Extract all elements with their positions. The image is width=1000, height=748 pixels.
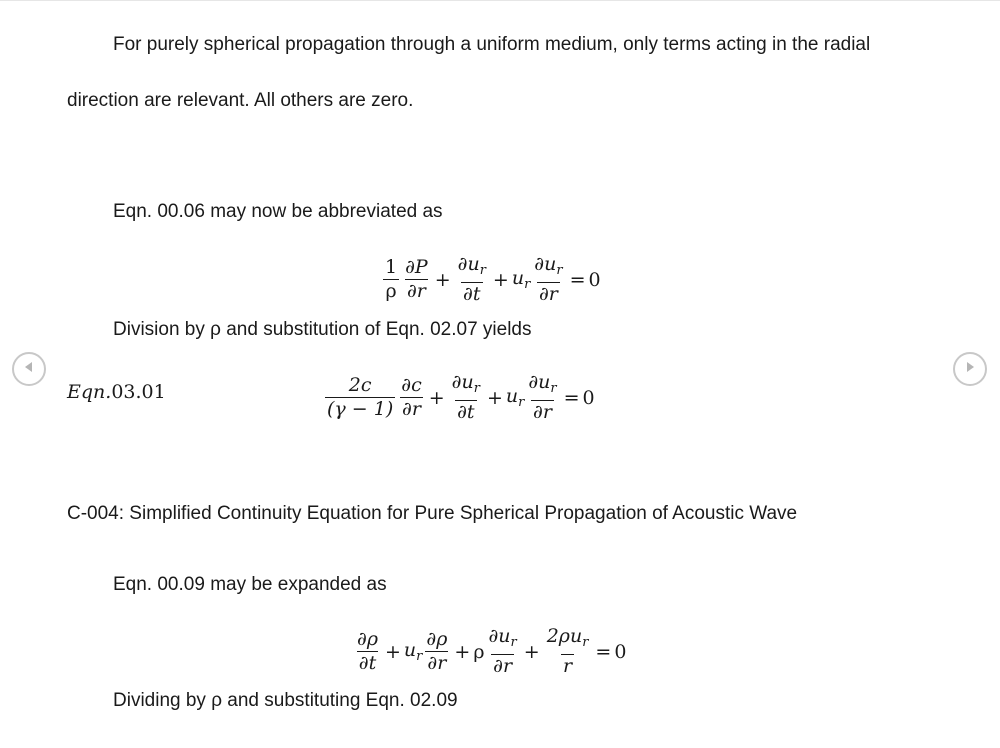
- paragraph-4: Eqn. 00.09 may be expanded as: [113, 574, 387, 595]
- equation-label-text: Eqn.: [67, 381, 112, 403]
- velocity-term: $u_r$: [505, 385, 525, 410]
- plus-sign: +: [492, 268, 509, 291]
- section-heading: C-004: Simplified Continuity Equation for Pure Spherical Propagation of Acoustic Wave: [67, 503, 798, 524]
- numerator-du: $\partial u_r$: [534, 253, 563, 278]
- plus-sign: +: [428, 386, 445, 409]
- denominator-dr: ∂r: [427, 652, 447, 674]
- denominator-dt: ∂t: [463, 283, 481, 305]
- numerator-dP: ∂P: [405, 256, 428, 278]
- chevron-left-icon: [22, 360, 36, 379]
- numerator-drho: ∂ρ: [426, 628, 448, 650]
- denominator-dr: ∂r: [538, 283, 558, 305]
- equation-3: [353, 626, 626, 677]
- numerator-du: $\partial u_r$: [457, 253, 486, 278]
- fraction-2c-gamma: [325, 375, 395, 420]
- previous-page-button[interactable]: [12, 352, 46, 386]
- numerator-2rhou: $2\rho u_r$: [546, 625, 589, 650]
- numerator-dc: ∂c: [401, 374, 422, 396]
- fraction-drho-dr: [424, 629, 449, 674]
- numerator-du: $\partial u_r$: [528, 371, 557, 396]
- zero: 0: [582, 386, 595, 409]
- denominator-dr: ∂r: [493, 655, 513, 677]
- zero: 0: [614, 640, 627, 663]
- denominator-dt: ∂t: [358, 652, 377, 674]
- fraction-dP-dr: [403, 257, 430, 302]
- equals-sign: =: [563, 386, 580, 409]
- denominator-r: r: [563, 655, 573, 677]
- denominator-gamma-minus-1: (γ − 1): [327, 398, 394, 420]
- fraction-1-over-rho: [383, 257, 399, 302]
- fraction-du-dt: [456, 254, 488, 305]
- plus-sign: +: [454, 640, 471, 663]
- fraction-du-dt: [450, 372, 482, 423]
- numerator-one: 1: [385, 256, 398, 278]
- equation-1: [381, 254, 601, 305]
- top-border: [0, 0, 1000, 1]
- paragraph-5: Dividing by ρ and substituting Eqn. 02.09: [113, 690, 458, 711]
- equation-2: [323, 372, 595, 423]
- velocity-term: $u_r$: [403, 639, 423, 664]
- paragraph-1-line-2: direction are relevant. All others are zero.: [67, 90, 414, 111]
- fraction-dc-dr: [399, 375, 423, 420]
- numerator-du: $\partial u_r$: [451, 371, 480, 396]
- paragraph-3: Division by ρ and substitution of Eqn. 02.07 yields: [113, 319, 532, 340]
- next-page-button[interactable]: [953, 352, 987, 386]
- plus-sign: +: [434, 268, 451, 291]
- denominator-rho: ρ: [385, 280, 397, 302]
- fraction-drho-dt: [355, 629, 380, 674]
- equation-label: [67, 381, 166, 403]
- velocity-term: $u_r$: [511, 267, 531, 292]
- numerator-du: $\partial u_r$: [488, 625, 517, 650]
- equals-sign: =: [595, 640, 612, 663]
- zero: 0: [588, 268, 601, 291]
- plus-sign: +: [486, 386, 503, 409]
- chevron-right-icon: [963, 360, 977, 379]
- fraction-du-dr: [532, 254, 564, 305]
- fraction-du-dr: [526, 372, 558, 423]
- plus-sign: +: [385, 640, 401, 663]
- rho-coefficient: ρ: [473, 640, 485, 663]
- denominator-dr: ∂r: [533, 401, 552, 423]
- denominator-dr: ∂r: [406, 280, 426, 302]
- fraction-2rhou-r: [545, 626, 591, 677]
- denominator-dt: ∂t: [457, 401, 475, 423]
- denominator-dr: ∂r: [402, 398, 421, 420]
- fraction-du-dr: [486, 626, 518, 677]
- numerator-2c: 2c: [348, 374, 372, 396]
- numerator-drho: ∂ρ: [357, 628, 378, 650]
- paragraph-1-line-1: For purely spherical propagation through a uniform medium, only terms acting in the radial: [113, 34, 871, 55]
- equals-sign: =: [569, 268, 586, 291]
- equation-label-number: 03.01: [111, 381, 166, 403]
- plus-sign: +: [523, 640, 540, 663]
- paragraph-2: Eqn. 00.06 may now be abbreviated as: [113, 201, 443, 222]
